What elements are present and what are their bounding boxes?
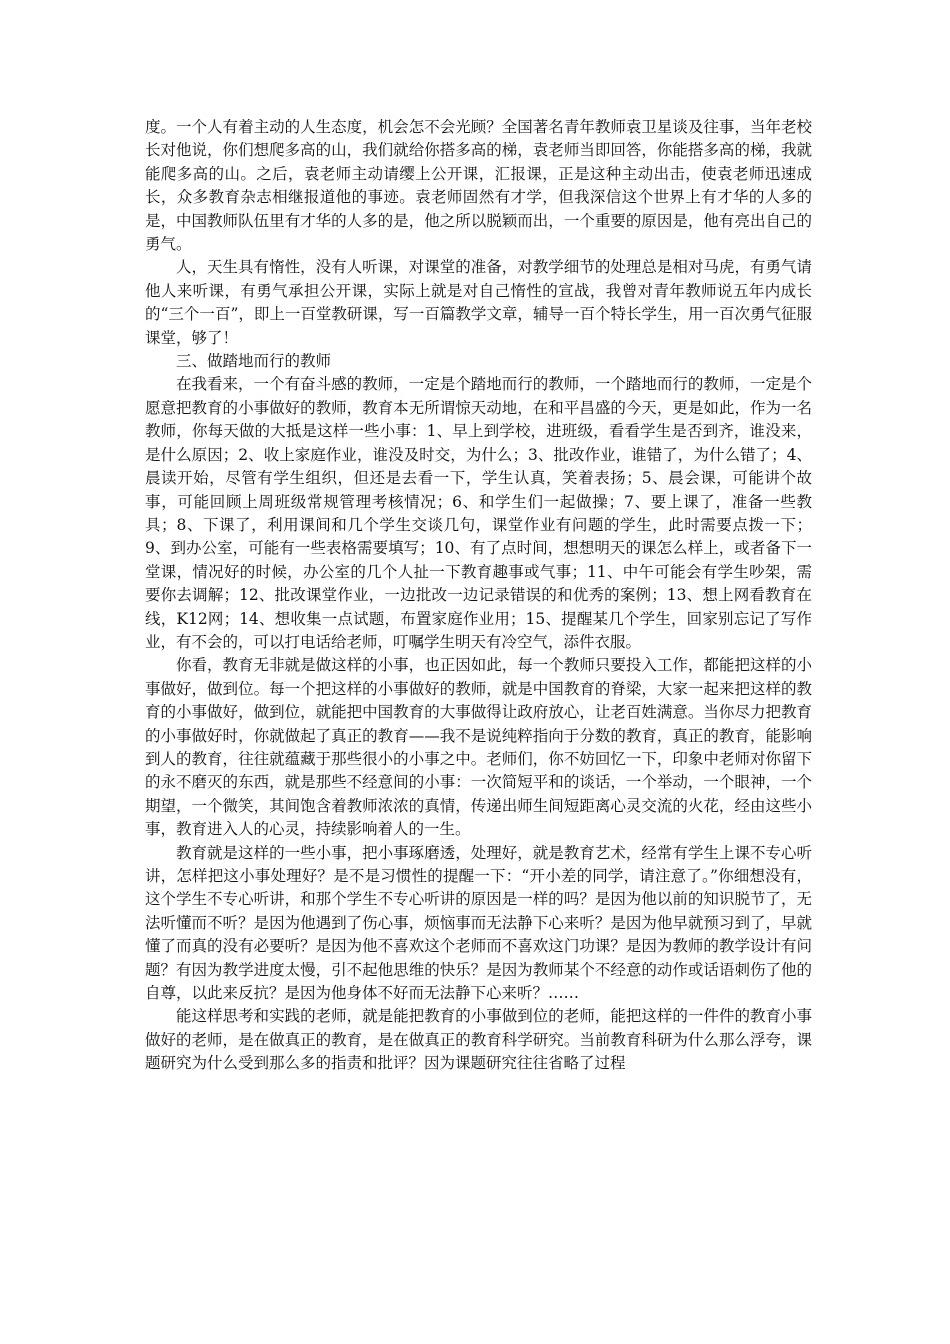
- document-page: [145, 116, 812, 1076]
- section-heading-3: 三、做踏地而行的教师: [176, 352, 332, 371]
- paragraph-small-things: 你看，教育无非就是做这样的小事，也正因如此，每一个教师只要投入工作，都能把这样的小事做好，做到位。每一个把这样的小事做好的教师，就是中国教育的脊梁，大家一起来把这样的教育的小事做好，做到位，就能把中国教育的大事做得让政府放心，让老百姓满意。当你尽力把教育的小事做好时，你就做起了真正的教育——我不是说纯粹指向于分数的教育，真正的教育，能影响到人的教育，往往就蕴藏于那些很小的小事之中。老师们，你不妨回忆一下，印象中老师对你留下的永不磨灭的东西，就是那些不经意间的小事：一次简短平和的谈话，一个举动，一个眼神，一个期望，一个微笑，其间饱含着教师浓浓的真情，传递出师生间短距离心灵交流的火花，经由这些小事，教育进入人的心灵，持续影响着人的一生。: [145, 656, 812, 839]
- paragraph-daily-tasks: 在我看来，一个有奋斗感的教师，一定是个踏地而行的教师，一个踏地而行的教师，一定是个愿意把教育的小事做好的教师，教育本无所谓惊天动地，在和平昌盛的今天，更是如此，作为一名教师，你每天做的大抵是这样一些小事：1、早上到学校，进班级，看看学生是否到齐，谁没来，是什么原因；2、收上家庭作业，谁没及时交，为什么；3、批改作业，谁错了，为什么错了；4、晨读开始，尽管有学生组织，但还是去看一下，学生认真，笑着表扬；5、晨会课，可能讲个故事，可能回顾上周班级常规管理考核情况；6、和学生们一起做操；7、要上课了，准备一些教具；8、下课了，利用课间和几个学生交谈几句，课堂作业有问题的学生，此时需要点拨一下；9、到办公室，可能有一些表格需要填写；10、有了点时间，想想明天的课怎么样上，或者备下一堂课，情况好的时候，办公室的几个人扯一下教育趣事或气事；11、中午可能会有学生吵架，需要你去调解；12、批改课堂作业，一边批改一边记录错误的和优秀的案例；13、想上网看教育在线，K12网；14、想收集一点试题，布置家庭作业用；15、提醒某几个学生，回家别忘记了写作业，有不会的，可以打电话给老师，叮嘱学生明天有冷空气，添件衣服。: [145, 375, 812, 651]
- paragraph-courage-continued: 度。一个人有着主动的人生态度，机会怎不会光顾？全国著名青年教师袁卫星谈及往事，当年老校长对他说，你们想爬多高的山，我们就给你搭多高的梯，袁老师当即回答，你能搭多高的梯，我就能爬多高的山。之后，袁老师主动请缨上公开课，汇报课，正是这种主动出击，使袁老师迅速成长，众多教育杂志相继报道他的事迹。袁老师固然有才学，但我深信这个世界上有才华的人多的是，中国教师队伍里有才华的人多的是，他之所以脱颖而出，一个重要的原因是，他有亮出自己的勇气。: [145, 118, 812, 254]
- paragraph-research: 能这样思考和实践的老师，就是能把教育的小事做到位的老师，能把这样的一件件的教育小事做好的老师，是在做真正的教育，是在做真正的教育科学研究。当前教育科研为什么那么浮夸，课题研究为什么受到那么多的指责和批评？因为课题研究往往省略了过程: [145, 1007, 812, 1073]
- paragraph-education-art: 教育就是这样的一些小事，把小事琢磨透，处理好，就是教育艺术，经常有学生上课不专心听讲，怎样把这小事处理好？是不是习惯性的提醒一下：“开小差的同学，请注意了。”你细想没有，这个学生不专心听讲，和那个学生不专心听讲的原因是一样的吗？是因为他以前的知识脱节了，无法听懂而不听？是因为他遇到了伤心事，烦恼事而无法静下心来听？是因为他早就预习到了，早就懂了而真的没有必要听？是因为他不喜欢这个老师而不喜欢这门功课？是因为教师的教学设计有问题？有因为教学进度太慢，引不起他思维的快乐？是因为教师某个不经意的动作或话语刺伤了他的自尊，以此来反抗？是因为他身体不好而无法静下心来听？……: [145, 843, 812, 1003]
- paragraph-inertia: 人，天生具有惰性，没有人听课，对课堂的准备，对教学细节的处理总是相对马虎，有勇气请他人来听课，有勇气承担公开课，实际上就是对自己惰性的宣战，我曾对青年教师说五年内成长的“三个一百”，即上一百堂教研课，写一百篇教学文章，辅导一百个特长学生，用一百次勇气征服课堂，够了！: [145, 258, 812, 347]
